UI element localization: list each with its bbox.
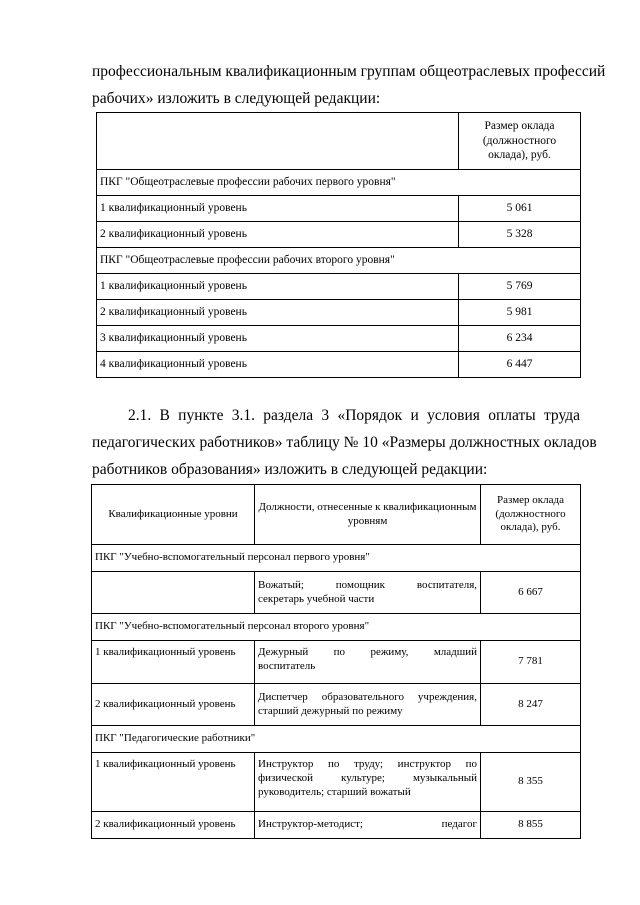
salary-cell: 8 855 — [481, 812, 581, 839]
level-cell: 1 квалификационный уровень — [92, 641, 255, 684]
level-cell: 4 квалификационный уровень — [97, 352, 459, 378]
salary-cell: 5 061 — [459, 196, 581, 222]
salary-cell: 8 247 — [481, 684, 581, 726]
table2-header-levels: Квалификационные уровни — [92, 485, 255, 545]
positions-cell: Инструктор-методист; педагог — [255, 812, 481, 839]
table-row — [97, 326, 581, 352]
positions-line: воспитатель — [258, 659, 316, 672]
table2-header-positions: Должности, отнесенные к квалификационным уровням — [255, 485, 481, 545]
level-cell: 1 квалификационный уровень — [97, 274, 459, 300]
table-row — [92, 641, 581, 684]
table-row — [92, 684, 581, 726]
level-cell: 2 квалификационный уровень — [97, 222, 459, 248]
rates-table-workers — [96, 112, 581, 378]
positions-cell — [255, 572, 481, 614]
table-row — [92, 812, 581, 839]
salary-cell: 6 234 — [459, 326, 581, 352]
table-row — [97, 196, 581, 222]
table2-header-salary: Размер оклада (должностного оклада), руб. — [481, 485, 581, 545]
intro-line-1: профессиональным квалификационным группам общеотраслевых профессий — [92, 63, 606, 80]
salary-cell: 5 981 — [459, 300, 581, 326]
positions-line: старший дежурный по режиму — [258, 704, 403, 717]
level-cell: 2 квалификационный уровень — [97, 300, 459, 326]
table1-group-title: ПКГ "Общеотраслевые профессии рабочих первого уровня" — [97, 170, 581, 196]
salary-cell: 5 769 — [459, 274, 581, 300]
table-row — [97, 352, 581, 378]
paragraph-line-3: работников образования» изложить в следующей редакции: — [92, 461, 488, 478]
level-cell: 2 квалификационный уровень — [92, 684, 255, 726]
paragraph-line-2: педагогических работников» таблицу № 10 «Размеры должностных окладов — [92, 434, 597, 451]
positions-cell — [255, 641, 481, 684]
level-cell: 2 квалификационный уровень — [92, 812, 255, 839]
intro-line-2: рабочих» изложить в следующей редакции: — [92, 90, 381, 107]
salary-cell: 6 667 — [481, 572, 581, 614]
paragraph-line-1: 2.1. В пункте 3.1. раздела 3 «Порядок и условия оплаты труда — [128, 407, 580, 424]
positions-line: руководитель; старший вожатый — [258, 785, 411, 798]
salary-cell: 7 781 — [481, 641, 581, 684]
table1-header-salary: Размер оклада (должностного оклада), руб. — [459, 113, 581, 170]
positions-line: Вожатый; помощник воспитателя, — [258, 578, 477, 591]
positions-line: Инструктор по труду; инструктор по — [258, 758, 477, 770]
table1-header-empty — [97, 113, 459, 170]
salary-cell: 5 328 — [459, 222, 581, 248]
positions-line: Дежурный по режиму, младший — [258, 646, 477, 658]
level-cell — [92, 572, 255, 614]
table-row — [97, 222, 581, 248]
table2-group-title: ПКГ "Учебно-вспомогательный персонал первого уровня" — [92, 545, 581, 572]
level-cell: 3 квалификационный уровень — [97, 326, 459, 352]
rates-table-education — [91, 484, 581, 839]
level-cell: 1 квалификационный уровень — [97, 196, 459, 222]
table1-group-title: ПКГ "Общеотраслевые профессии рабочих второго уровня" — [97, 248, 581, 274]
positions-line: Диспетчер образовательного учреждения, — [258, 690, 477, 703]
positions-cell — [255, 753, 481, 812]
level-cell: 1 квалификационный уровень — [92, 753, 255, 812]
positions-cell — [255, 684, 481, 726]
table-row — [92, 572, 581, 614]
salary-cell: 6 447 — [459, 352, 581, 378]
salary-cell: 8 355 — [481, 753, 581, 812]
table-row — [92, 753, 581, 812]
table-row — [97, 300, 581, 326]
positions-line: секретарь учебной части — [258, 592, 375, 605]
table-row — [97, 274, 581, 300]
table2-group-title: ПКГ "Учебно-вспомогательный персонал второго уровня" — [92, 614, 581, 641]
positions-line: физической культуре; музыкальный — [258, 771, 477, 784]
table2-group-title: ПКГ "Педагогические работники" — [92, 726, 581, 753]
